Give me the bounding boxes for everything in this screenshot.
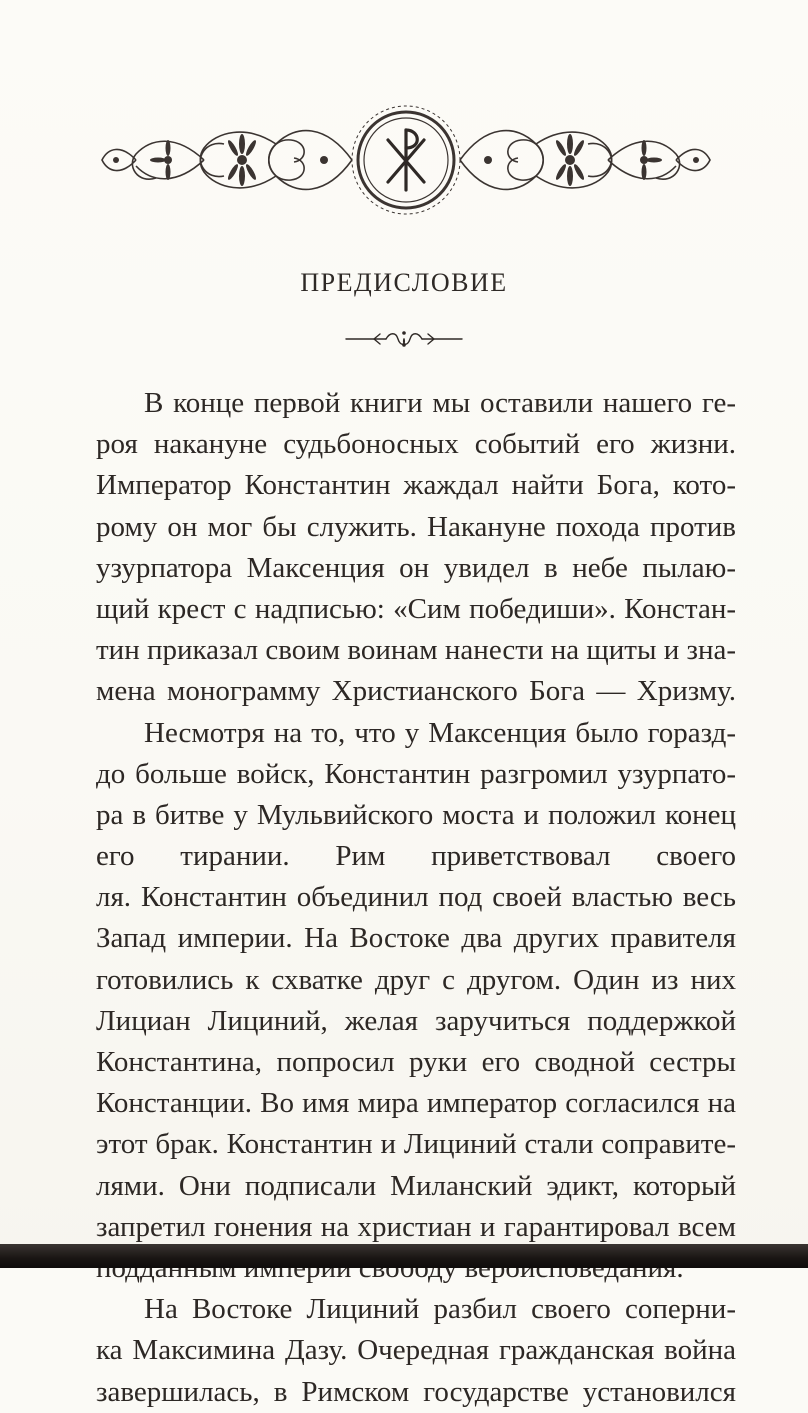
page-bottom-edge: [0, 1244, 808, 1268]
text-line: Констанции. Во имя мира император согласился на: [96, 1087, 736, 1120]
text-line: щий крест с надписью: «Сим победиши». Констан-: [96, 592, 736, 625]
text-line: На Востоке Лициний разбил своего соперни-: [144, 1293, 736, 1326]
swirl-divider-icon: [344, 328, 464, 350]
text-line: его тирании. Рим приветствовал своего: [96, 840, 736, 873]
chi-rho-icon: [388, 130, 424, 190]
text-line: ра в битве у Мульвийского моста и положил конец: [96, 798, 736, 831]
text-line: ля. Константин объединил под своей властью весь: [96, 881, 736, 914]
text-line: Константина, попросил руки его сводной сестры: [96, 1046, 736, 1078]
text-line: узурпатора Максенция он увидел в небе пылаю-: [96, 551, 736, 584]
chapter-heading: ПРЕДИСЛОВИЕ: [300, 268, 508, 297]
text-line: В конце первой книги мы оставили нашего ге-: [144, 387, 736, 419]
text-line: тин приказал своим воинам нанести на щиты и зна-: [96, 634, 736, 667]
text-line: ка Максимина Дазу. Очередная гражданская война: [96, 1334, 736, 1367]
text-line: рому он мог бы служить. Накануне похода против: [96, 510, 736, 543]
text-line: роя накануне судьбоносных событий его жизни.: [96, 428, 736, 461]
text-line: Лициан Лициний, желая заручиться поддержкой: [96, 1004, 736, 1037]
text-line: лями. Они подписали Миланский эдикт, который: [96, 1169, 736, 1202]
text-line: готовились к схватке друг с другом. Один из них: [96, 963, 736, 996]
text-line: этот брак. Константин и Лициний стали соправите-: [96, 1128, 736, 1161]
text-line: до больше войск, Константин разгромил узурпато-: [96, 757, 736, 790]
text-line: Несмотря на то, что у Максенция было горазд-: [144, 716, 736, 749]
text-line: завершилась, в Римском государстве установился: [96, 1375, 736, 1408]
floral-scroll-ornament-icon: [96, 104, 716, 216]
text-line: запретил гонения на христиан и гарантировал всем: [96, 1210, 736, 1243]
text-line: Запад империи. На Востоке два других правителя: [96, 922, 736, 955]
text-line: мена монограмму Христианского Бога — Хризму.: [96, 675, 736, 708]
text-line: Император Константин жаждал найти Бога, кото-: [96, 469, 736, 502]
